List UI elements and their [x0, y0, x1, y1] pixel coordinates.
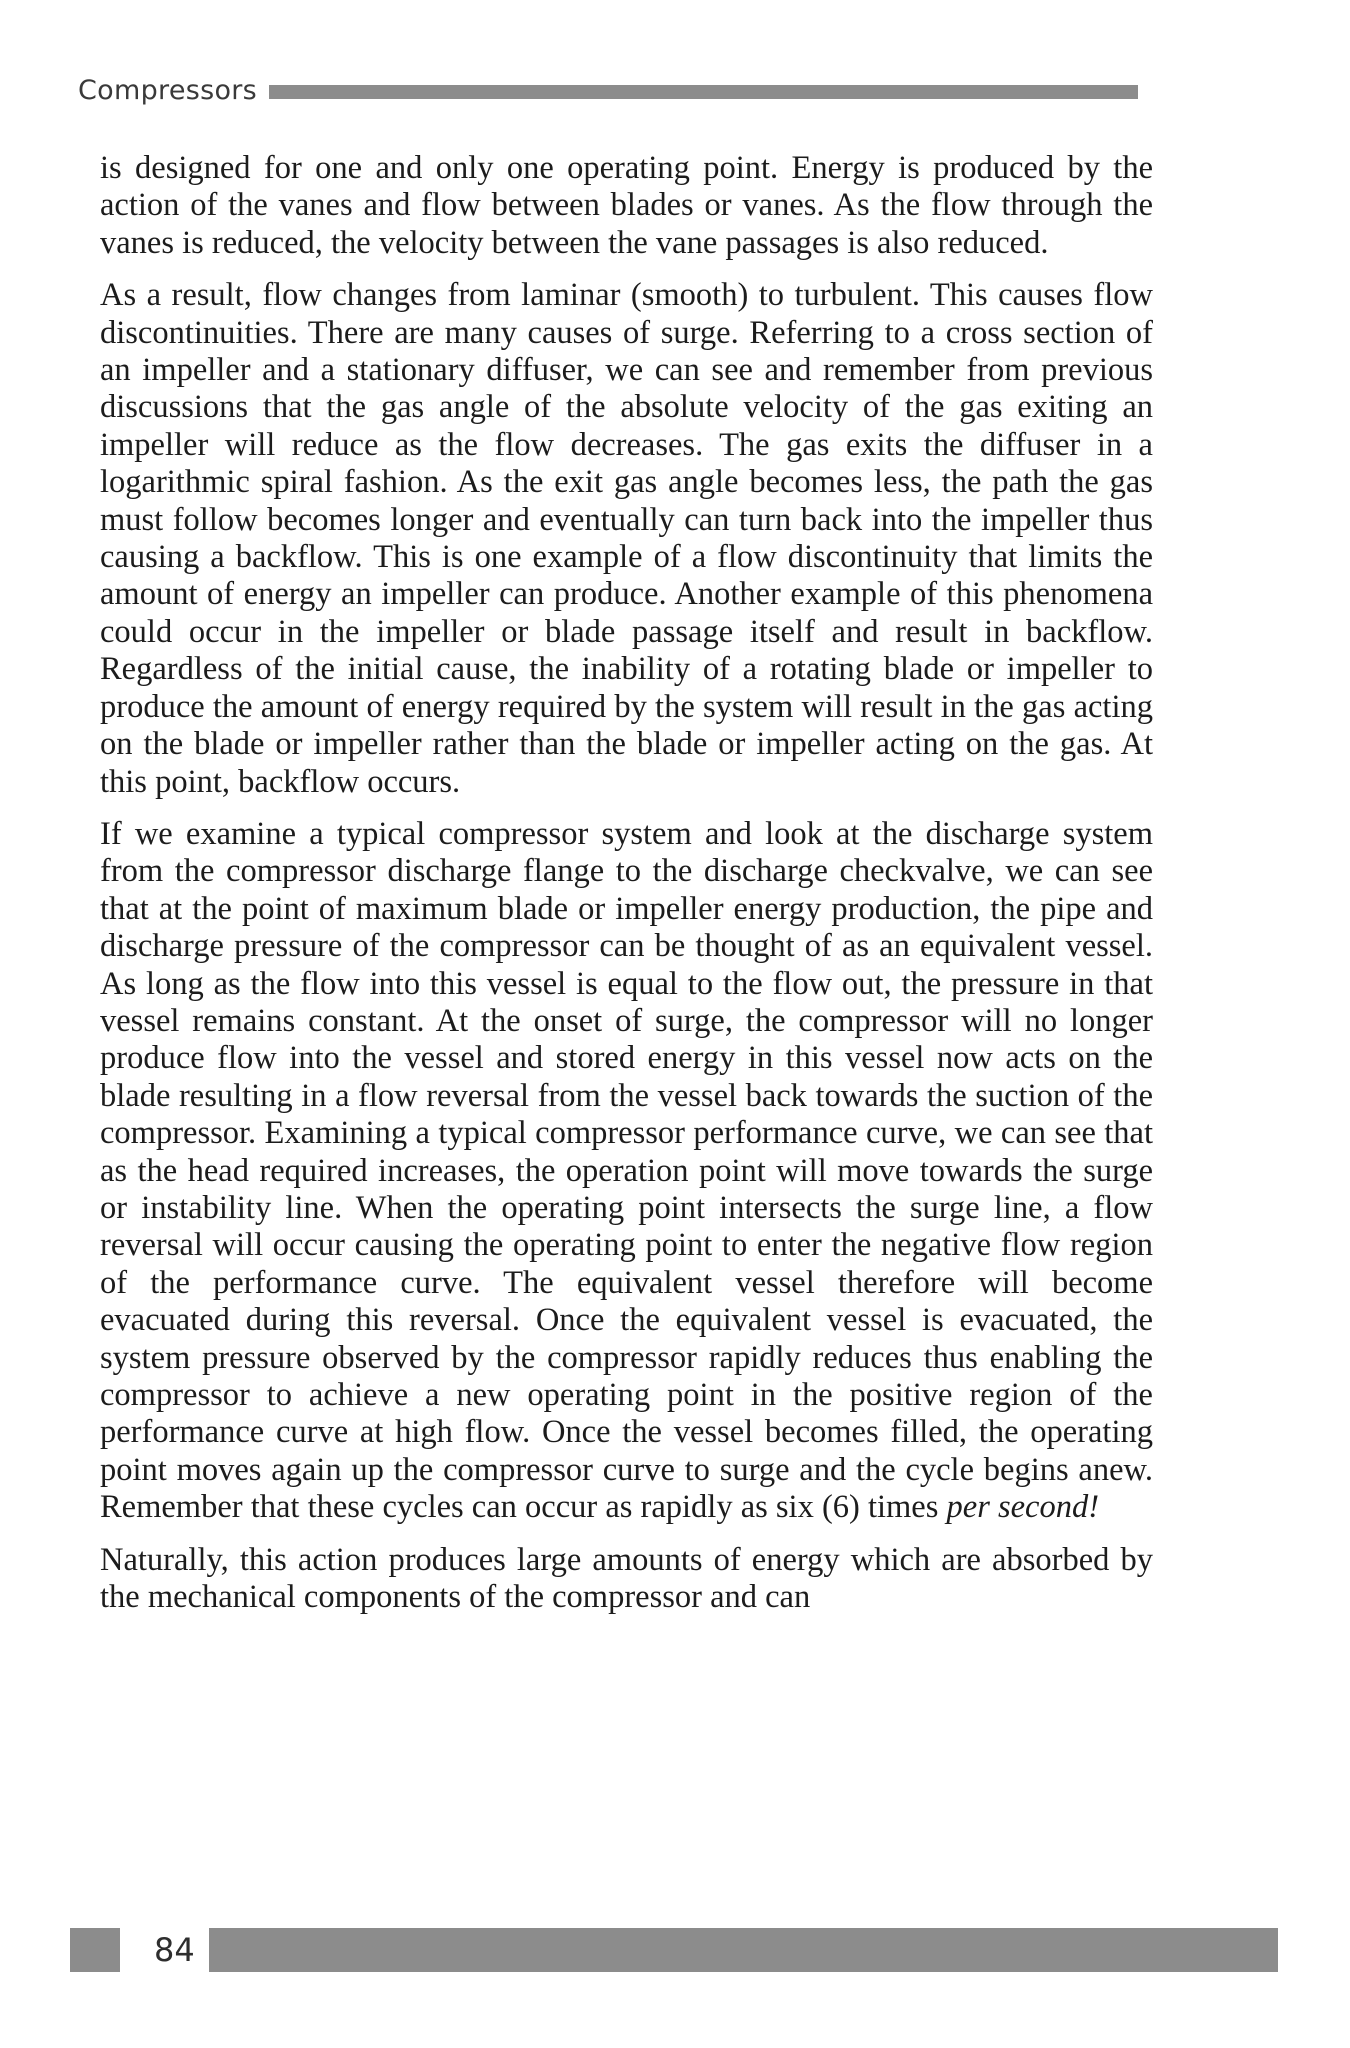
- running-head-title: Compressors: [78, 74, 258, 106]
- paragraph: [100, 816, 1153, 1527]
- body-text: [100, 150, 1153, 1631]
- emphasis-text: per second!: [946, 1489, 1100, 1526]
- paragraph-text: If we examine a typical compressor system and look at the discharge system from the compressor discharge flange to the discharge checkvalve, we can see that at the point of maximum blade or impeller energy production, the pipe and discharge pressure of the compressor can be thought of as an equivalent vessel. As long as the flow into this vessel is equal to the flow out, the pressure in that vessel remains constant. At the onset of surge, the compressor will no longer produce flow into the vessel and stored energy in this vessel now acts on the blade resulting in a flow reversal from the vessel back towards the suction of the compressor. Examining a typical compressor performance curve, we can see that as the head required increases, the operation point will move towards the surge or instability line. When the operating point intersects the surge line, a flow reversal will occur causing the operating point to enter the negative flow region of the performance curve. The equivalent vessel therefore will become evacuated during this reversal. Once the equivalent vessel is evacuated, the system pressure observed by the compressor rapidly reduces thus enabling the compressor to achieve a new operating point in the positive region of the performance curve at high flow. Once the vessel becomes filled, the operating point moves again up the compressor curve to surge and the cycle begins anew. Remember that these cycles can occur as rapidly as six (6) times: [100, 815, 1153, 1526]
- page-number: 84: [154, 1931, 195, 1969]
- paragraph: As a result, flow changes from laminar (smooth) to turbulent. This causes flow discontinuities. There are many causes of surge. Referring to a cross section of an impeller and a stationary diffuser, we can see and remember from previous discussions that the gas angle of the absolute velocity of the gas exiting an impeller will reduce as the flow decreases. The gas exits the diffuser in a logarithmic spiral fashion. As the exit gas angle becomes less, the path the gas must follow becomes longer and eventually can turn back into the impeller thus causing a backflow. This is one example of a flow discontinuity that limits the amount of energy an impeller can produce. Another example of this phenomena could occur in the impeller or blade passage itself and result in backflow. Regardless of the initial cause, the inability of a rotating blade or impeller to produce the amount of energy required by the system will result in the gas acting on the blade or impeller rather than the blade or impeller acting on the gas. At this point, backflow occurs.: [100, 277, 1153, 800]
- running-head: [78, 70, 1138, 110]
- footer-left-bar: [70, 1928, 120, 1972]
- paragraph: Naturally, this action produces large amounts of energy which are absorbed by the mechanical components of the compressor and can: [100, 1541, 1153, 1616]
- paragraph: is designed for one and only one operating point. Energy is produced by the action of the vanes and flow between blades or vanes. As the flow through the vanes is reduced, the velocity between the vane passages is also reduced.: [100, 150, 1153, 261]
- page-footer: [70, 1928, 1278, 1972]
- footer-right-bar: [209, 1928, 1278, 1972]
- header-rule: [269, 85, 1138, 99]
